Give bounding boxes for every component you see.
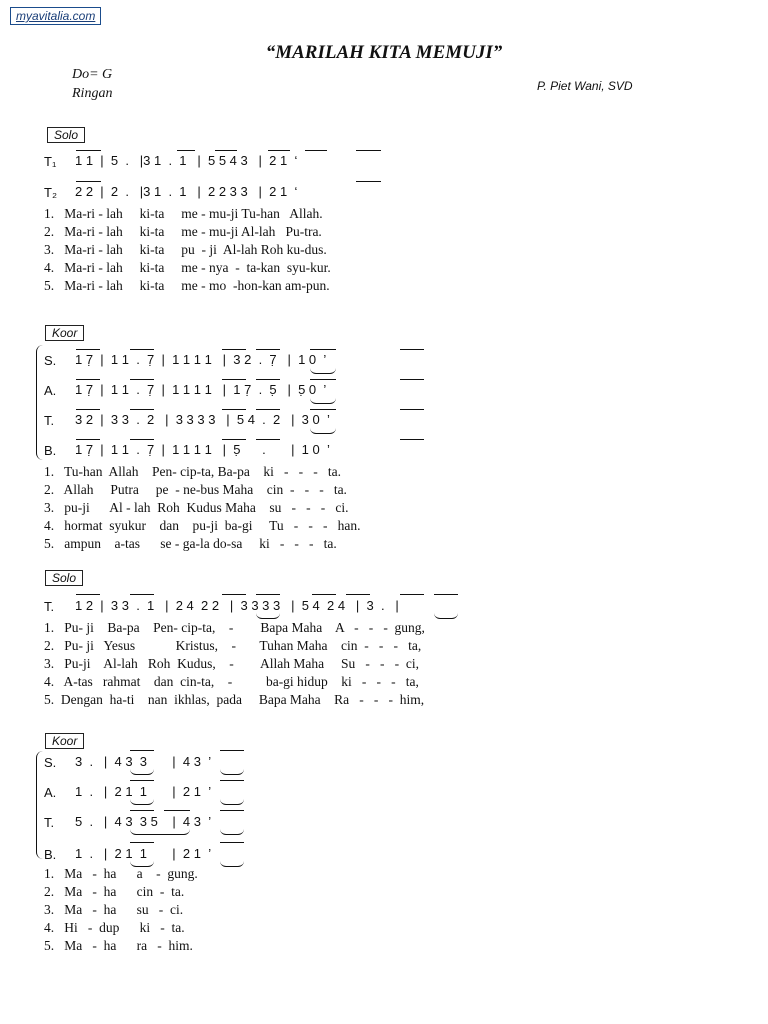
- section-label-solo: Solo: [45, 570, 83, 586]
- lyric-line: 3. Ma - ha su - ci.: [44, 902, 184, 917]
- lyric-line: 4. Hi - dup ki - ta.: [44, 920, 185, 935]
- lyric-line: 2. Allah Putra pe - ne-bus Maha cin - - - ta.: [44, 482, 347, 497]
- notation-line: 5 . | 4 3 3 5 | 4 3 ’: [75, 814, 212, 829]
- voice-label: T₁: [44, 154, 57, 169]
- voice-label: T₂: [44, 185, 57, 200]
- lyric-line: 5. ampun a-tas se - ga-la do-sa ki - - - ta.: [44, 536, 337, 551]
- lyric-line: 2. Ma - ha cin - ta.: [44, 884, 185, 899]
- lyric-line: 3. pu-ji Al - lah Roh Kudus Maha su - - - ci.: [44, 500, 349, 515]
- lyric-line: 1. Ma-ri - lah ki-ta me - mu-ji Tu-han Allah.: [44, 206, 323, 221]
- notation-line: 1 7̣ | 1 1 . 7̣ | 1 1 1 1 | 1 7̣ . 5̣ | 5̣ 0 ’: [75, 382, 327, 397]
- notation-line: 3 . | 4 3 3 | 4 3 ’: [75, 754, 212, 769]
- notation-line: 2 2 | 2 . |3 1 . 1 | 2 2 3 3 | 2 1 ‘: [75, 184, 298, 199]
- key-signature: Do= G: [72, 67, 113, 82]
- lyric-line: 1. Ma - ha a - gung.: [44, 866, 198, 881]
- lyric-line: 5. Ma-ri - lah ki-ta me - mo -hon-kan am-pun.: [44, 278, 330, 293]
- notation-line: 3 2 | 3 3 . 2 | 3 3 3 3 | 5 4 . 2 | 3 0 ’: [75, 412, 330, 427]
- tempo-marking: Ringan: [72, 86, 113, 101]
- notation-line: 1 . | 2 1 1 | 2 1 ’: [75, 784, 212, 799]
- voice-label: B.: [44, 443, 57, 458]
- voice-label: B.: [44, 847, 57, 862]
- voice-label: T.: [44, 413, 55, 428]
- lyric-line: 2. Ma-ri - lah ki-ta me - mu-ji Al-lah Pu-tra.: [44, 224, 322, 239]
- notation-line: 1 7̣ | 1 1 . 7̣ | 1 1 1 1 | 3 2 . 7̣ | 1 0 ’: [75, 352, 327, 367]
- lyric-line: 4. hormat syukur dan pu-ji ba-gi Tu - - - han.: [44, 518, 361, 533]
- notation-line: 1 7̣ | 1 1 . 7̣ | 1 1 1 1 | 5̣ . | 1 0 ’: [75, 442, 330, 457]
- lyric-line: 4. Ma-ri - lah ki-ta me - nya - ta-kan syu-kur.: [44, 260, 331, 275]
- notation-line: 1 . | 2 1 1 | 2 1 ’: [75, 846, 212, 861]
- voice-label: S.: [44, 353, 57, 368]
- voice-label: S.: [44, 755, 57, 770]
- notation-line: 1 1 | 5 . |3 1 . 1 | 5 5 4 3 | 2 1 ‘: [75, 153, 298, 168]
- voice-label: A.: [44, 383, 57, 398]
- voice-label: A.: [44, 785, 57, 800]
- lyric-line: 3. Pu-ji Al-lah Roh Kudus, - Allah Maha Su - - - ci,: [44, 656, 419, 671]
- section-label-koor: Koor: [45, 733, 84, 749]
- watermark: myavitalia.com: [10, 7, 101, 25]
- section-label-solo: Solo: [47, 127, 85, 143]
- lyric-line: 2. Pu- ji Yesus Kristus, - Tuhan Maha cin - - - ta,: [44, 638, 422, 653]
- notation-line: 1 2 | 3 3 . 1 | 2 4 2 2 | 3 3 3 3 | 5 4 2 4 | 3 . |: [75, 598, 399, 613]
- song-title: “MARILAH KITA MEMUJI”: [265, 42, 503, 63]
- section-label-koor: Koor: [45, 325, 84, 341]
- lyric-line: 5. Dengan ha-ti nan ikhlas, pada Bapa Maha Ra - - - him,: [44, 692, 425, 707]
- lyric-line: 5. Ma - ha ra - him.: [44, 938, 193, 953]
- lyric-line: 1. Tu-han Allah Pen- cip-ta, Ba-pa ki - - - ta.: [44, 464, 341, 479]
- voice-label: T.: [44, 599, 55, 614]
- lyric-line: 3. Ma-ri - lah ki-ta pu - ji Al-lah Roh ku-dus.: [44, 242, 327, 257]
- composer: P. Piet Wani, SVD: [537, 79, 633, 93]
- voice-label: T.: [44, 815, 55, 830]
- lyric-line: 1. Pu- ji Ba-pa Pen- cip-ta, - Bapa Maha A - - - gung,: [44, 620, 425, 635]
- lyric-line: 4. A-tas rahmat dan cin-ta, - ba-gi hidup ki - - - ta,: [44, 674, 419, 689]
